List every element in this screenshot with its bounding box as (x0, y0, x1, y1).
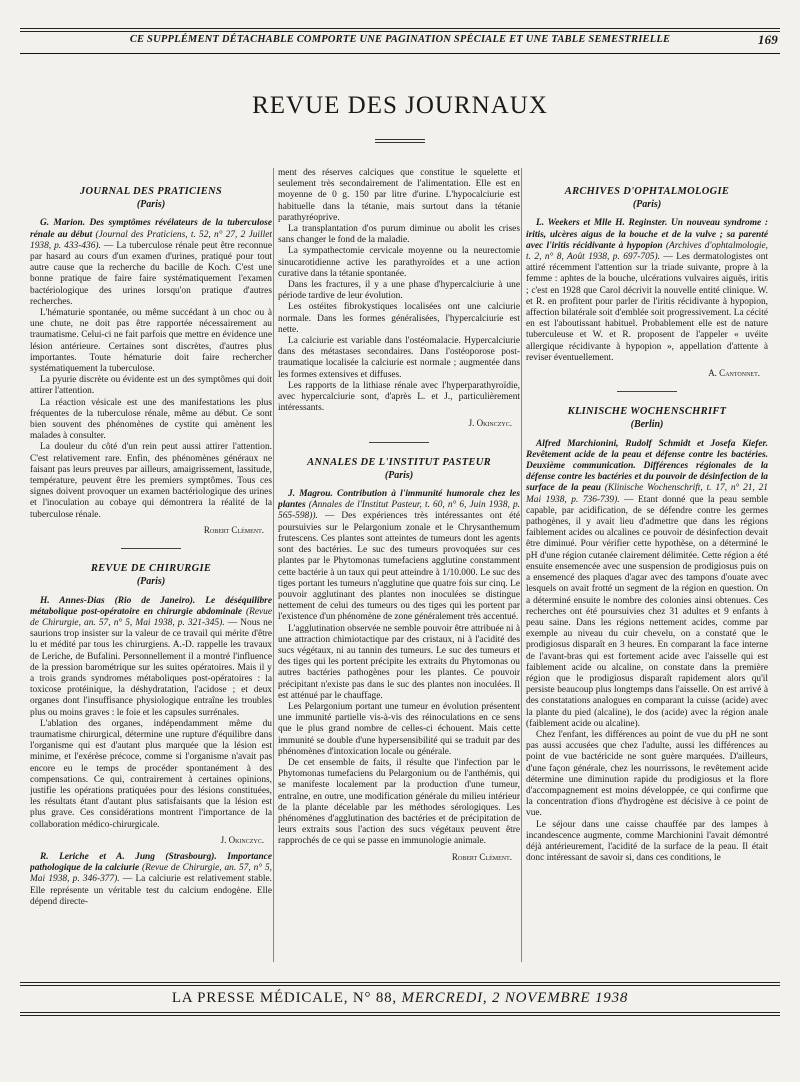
header-rule (20, 53, 780, 54)
article-paragraph: La calciurie est variable dans l'ostéomalacie. Hypercalciurie dans des métastases secondaires. Dans l'ostéoporose post-traumatique localisée la calciurie est normale ; augmentée dans les formes extensives et diffuses. (278, 336, 520, 380)
footer-date: MERCREDI, 2 NOVEMBRE 1938 (401, 990, 629, 1006)
page-number: 169 (757, 32, 778, 47)
article-signature: J. Okinczyc. (468, 418, 512, 429)
article-paragraph: Les rapports de la lithiase rénale avec l'hyperparathyroïdie, avec hypercalciurie sont, d'après L. et J., particulièrement intéressants. (278, 380, 520, 414)
article-paragraph: La réaction vésicale est une des manifestations les plus fréquentes de la tuberculose rénale, même au début. Ce sont bien souvent des phénomènes de cystite qui amènent les malades à consulter. (30, 397, 272, 442)
section-place: (Paris) (384, 469, 414, 481)
page-title: REVUE DES JOURNAUX (252, 92, 548, 119)
header-banner: CE SUPPLÉMENT DÉTACHABLE COMPORTE UNE PAGINATION SPÉCIALE ET UNE TABLE SEMESTRIELLE (129, 34, 671, 45)
article-heading: J. Magrou. Contribution à l'immunité humorale chez les plantes (278, 489, 520, 511)
article-paragraph: ment des réserves calciques que constitue le squelette et seulement très secondairement de l'alimentation. Elle est en moyenne de 0 g. 150 par litre d'urine. L'hypocalciurie est habituelle dans la tétanie, mais surtout dans la tétanie parathyréoprive. (278, 168, 520, 223)
section-title: REVUE DE CHIRURGIE (90, 563, 212, 575)
column-3 (526, 168, 768, 964)
article-paragraph: La pyurie discrète ou évidente est un des symptômes qui doit attirer l'attention. (30, 375, 272, 397)
page-footer (60, 990, 740, 1007)
column-2 (278, 168, 520, 964)
article-reference: (Revue de Chirurgie, an. 57, n° 5, Mai 1938, p. 346-377). (30, 863, 272, 885)
section-place: (Paris) (632, 199, 662, 211)
article-paragraph: L'hématurie spontanée, ou même succédant à un choc ou à une chute, ne doit pas être rapportée nécessairement au traumatisme. Celui-ci ne fait parfois que mettre en évidence une lésion antérieure. Certaines sont discrètes, d'autres plus importantes. Toute hématurie doit faire rechercher systématiquement la tuberculose. (30, 308, 272, 375)
article-paragraph: Les Pelargonium portant une tumeur en évolution présentent une immunité partielle vis-à-vis des réinoculations en ce sens que le plus grand nombre de celles-ci échouent. Mais cette immunité se double d'une hypersensibilité qui se traduit par des phénomènes d'intoxication locale ou générale. (278, 701, 520, 757)
article-reference: (Annales de l'Institut Pasteur, t. 60, n° 6, Juin 1938, p. 565-598)). (278, 500, 520, 522)
article-paragraph: La transplantation d'os purum diminue ou abolit les crises sans changer le fond de la maladie. (278, 224, 520, 246)
column-divider (521, 168, 522, 962)
article-paragraph: Le séjour dans une caisse chauffée par des lampes à incandescence augmente, comme Marchionini l'avait démontré déjà antérieurement, l'acidité de la surface de la peau. Il était donc intéressant de savoir si, dans ces conditions, le (526, 819, 768, 864)
section-divider (617, 391, 677, 392)
section-place: (Paris) (136, 199, 166, 211)
article-paragraph: Alfred Marchionini, Rudolf Schmidt et Josefa Kiefer. Revêtement acide de la peau et défense contre les bactéries. Deuxième communication. Différences régionales de la défense contre les bactéries et du pouvoir de désinfection de la surface de la peau (Klinische Wochenschrift, t. 17, n° 21, 21 Mai 1938, p. 736-739). — Etant donné que la peau semble capable, par acidification, de se défendre contre les germes pathogènes, il y avait lieu d'admettre que dans les régions faiblement acides ou alcalines ce pouvoir de désinfection devait être diminué. Pour vérifier cette hypothèse, on a déterminé le pH d'une région cutanée clairement délimitée. Cette région a été ensuite ensemencée avec une suspension de prodigiosus puis on a ensemencé des plaques d'agar avec des tampons d'ouate avec lesquels on avait frotté un segment de la région en question. On a déterminé ensuite le nombre des colonies ainsi obtenues. Ces recherches ont été poursuivies chez 31 adultes et 9 enfants à peau saine. Dans les régions nettement acides, comme par exemple au niveau du cuir chevelu, on a constaté que le prodigiosus disparaît en 3 heures. En comparant la face interne de l'avant-bras qui est fortement acide avec l'aisselle qui est faiblement acide ou alcaline, on constate dans la première région que le prodigiosus disparaît rapidement alors qu'il persiste beaucoup plus longtemps dans l'aisselle. On est arrivé à des constatations analogues en comparant la cuisse (acide) avec la plante du pied (alcaline), le dos (acide) avec la région anale (faiblement acide ou alcaline). (526, 438, 768, 729)
title-ornament (375, 139, 425, 140)
article-signature: Robert Clément. (451, 851, 512, 862)
section-divider (121, 548, 181, 549)
page-header (22, 34, 778, 52)
section-title: KLINISCHE WOCHENSCHRIFT (567, 406, 727, 418)
article-reference: (Archives d'ophtalmologie, t. 2, n° 8, Août 1938, p. 697-705). (526, 240, 768, 263)
article-reference: (Revue de Chirurgie, an. 57, n° 5, Mai 1938, p. 321-345). (30, 606, 272, 628)
column-1 (30, 168, 272, 964)
footer-rule (20, 985, 780, 986)
article-paragraph: L. Weekers et Mlle H. Reginster. Un nouveau syndrome : iritis, ulcères aigus de la bouche et de la vulve ; sa parenté avec l'iritis récidivante à hypopion (Archives d'ophtalmologie, t. 2, n° 8, Août 1938, p. 697-705). — Les dermatologistes ont attiré récemment l'attention sur la triade suivante, propre à la femme : aphtes de la bouche, ulcérations vulvaires aiguës, iritis ; c'est en 1928 que Carol décrivit la nouvelle entité clinique. W. et R. en profitent pour parler de l'iritis récidivante à hypopion, affection bilatérale soit d'emblée soit progressivement. La cécité en est l'aboutissant habituel. Probablement elle est de nature tuberculeuse et W. et R. proposent de l'appeler « uvéite allergique récidivante à hypopion », appellation d'attente à reviser éventuellement. (526, 218, 768, 363)
article-signature: J. Okinczyc. (220, 834, 264, 845)
article-paragraph: Chez l'enfant, les différences au point de vue du pH ne sont pas aussi accusées que chez l'adulte, aussi les différences au point de vue bactéricide ne sont guère marquées. D'ailleurs, d'une façon générale, chez les nourrissons, le revêtement acide détermine une diminution rapide du prodigiosus et la flore d'accompagnement est moins développée, ce qui confirme que la concentration d'ions d'hydrogène est décisive à ce point de vue. (526, 729, 768, 819)
column-divider (273, 168, 274, 962)
top-rule (20, 31, 780, 32)
footer-journal: LA PRESSE MÉDICALE, (171, 990, 349, 1006)
article-paragraph: G. Marion. Des symptômes révélateurs de la tuberculose rénale au début (Journal des Praticiens, t. 52, n° 27, 2 Juillet 1938, p. 433-436). — La tuberculose rénale peut être reconnue par hasard au cours d'un examen d'urines, pratiqué pour tout autre cause que la recherche du bacille de Koch. C'est une bonne pratique de faire faire systématiquement l'examen bactériologique des urines lorsqu'on pratique d'autres recherches. (30, 218, 272, 307)
article-paragraph: J. Magrou. Contribution à l'immunité humorale chez les plantes (Annales de l'Institut Pasteur, t. 60, n° 6, Juin 1938, p. 565-598)). — Des expériences très intéressantes ont été poursuivies sur le Pelargonium zonale et le Chrysanthemum frutescens. Ces plantes sont atteintes de tumeurs dont les agents sont des bactéries. Le suc des tumeurs provoquées sur ces plantes par le Phytomonas tumefaciens agglutine constamment cette bactérie à un taux qui peut atteindre à 1/10.000. Le suc des tiges portant les tumeurs n'agglutine que quatre fois sur cinq. Le pouvoir agglutinant des plantes non inoculées se distingue nettement de celui des tumeurs ou des tiges qui les portent par l'existence d'un phénomène de zone généralement très accentué. (278, 489, 520, 623)
footer-rule (20, 1015, 780, 1016)
top-rule (20, 28, 780, 29)
article-heading: G. Marion. Des symptômes révélateurs de la tuberculose rénale au début (30, 218, 272, 240)
section-place: (Paris) (136, 576, 166, 588)
section-title: ANNALES DE L'INSTITUT PASTEUR (307, 456, 491, 468)
article-paragraph: R. Leriche et A. Jung (Strasbourg). Importance pathologique de la calciurie (Revue de Chirurgie, an. 57, n° 5, Mai 1938, p. 346-377). — La calciurie est relativement stable. Elle représente un véritable test du calcium endogène. Elle dépend directe- (30, 851, 272, 907)
article-reference: (Klinische Wochenschrift, t. 17, n° 21, 21 Mai 1938, p. 736-739). (526, 483, 768, 505)
title-ornament (375, 142, 425, 143)
article-heading: R. Leriche et A. Jung (Strasbourg). Importance pathologique de la calciurie (30, 851, 272, 874)
article-signature: A. Cantonnet. (708, 368, 760, 379)
article-paragraph: H. Annes-Dias (Rio de Janeiro). Le déséquilibre métabolique post-opératoire en chirurgie abdominale (Revue de Chirurgie, an. 57, n° 5, Mai 1938, p. 321-345). — Nous ne saurions trop insister sur la valeur de ce travail qui mérite d'être lu et médité par tous les chirurgiens. A.-D. rappelle les travaux de Leriche, de Bufalini. Personnellement il a montré l'influence de la pression barométrique sur les suites opératoires. Mais il y a trois grands syndromes métaboliques post-opératoires : la toxicose protéinique, la déshydratation, l'acidose ; et deux organes dont l'insuffisance physiologique entraîne les troubles plus ou moins graves : le foie et les capsules surrénales. (30, 595, 272, 718)
article-heading: Alfred Marchionini, Rudolf Schmidt et Josefa Kiefer. Revêtement acide de la peau et défense contre les bactéries. Deuxième communication. Différences régionales de la défense contre les bactéries et du pouvoir de désinfection de la surface de la peau (526, 438, 768, 494)
article-paragraph: L'agglutination observée ne semble pouvoir être attribuée ni à une attraction chimiotactique par des cristaux, ni à l'acidité des sucs végétaux, ni au tannin des tumeurs. Le suc des tumeurs et des tiges qui les portent précipite les extraits du Phytomonas ou autres bactéries pathogènes pour les plantes. Ce pouvoir précipitant n'existe pas dans le suc des plantes non inoculées. Il est atténué par le chauffage. (278, 623, 520, 701)
section-place: (Berlin) (630, 419, 664, 431)
section-divider (369, 442, 429, 443)
article-paragraph: La douleur du côté d'un rein peut aussi attirer l'attention. C'est relativement rare. Enfin, des phénomènes généraux ne faisant pas leurs preuves par ailleurs, amaigrissement, lassitude, température, peuvent être les premiers symptômes. Tous ces signes doivent provoquer un examen bactériologique des urines et l'inoculation au cobaye qui démontrera la réalité de la tuberculose rénale. (30, 442, 272, 520)
footer-rule (20, 1012, 780, 1013)
article-signature: Robert Clément. (203, 524, 264, 535)
article-paragraph: La sympathectomie cervicale moyenne ou la neurectomie sinucarotidienne active les parathyroïdes et a une action curative dans la tétanie spontanée. (278, 246, 520, 279)
section-title: ARCHIVES D'OPHTALMOLOGIE (564, 186, 730, 197)
article-paragraph: De cet ensemble de faits, il résulte que l'infection par le Phytomonas tumefaciens du Pelargonium ou de l'anthémis, qui se manifeste localement par la production d'une tumeur, entraîne, en outre, une modification générale du milieu intérieur de la plante décelable par les méthodes sérologiques. Les phénomènes d'agglutination des bactéries et de précipitation de leurs extraits sous l'action des sucs végétaux peuvent être rapprochés de ce qui se passe en immunologie animale. (278, 757, 520, 847)
article-heading: H. Annes-Dias (Rio de Janeiro). Le déséquilibre métabolique post-opératoire en chirurgie abdominale (30, 595, 272, 617)
article-paragraph: Dans les fractures, il y a une phase d'hypercalciurie à une période tardive de leur évolution. (278, 280, 520, 302)
article-heading: L. Weekers et Mlle H. Reginster. Un nouveau syndrome : iritis, ulcères aigus de la bouche et de la vulve ; sa parenté avec l'iritis récidivante à hypopion (526, 218, 768, 251)
section-title: JOURNAL DES PRATICIENS (79, 186, 223, 197)
article-paragraph: Les ostéites fibrokystiques localisées ont une calciurie normale. Dans les formes généralisées, l'hypercalciurie est nette. (278, 302, 520, 335)
article-paragraph: L'ablation des organes, indépendamment même du traumatisme chirurgical, détermine une rupture d'équilibre dans l'organisme qui est d'autant plus marquée que la lésion est minime, et l'exérèse précoce, comme si l'organisme n'avait pas encore eu le temps de procéder spontanément à des compensations. Ce qui, contrairement à certaines opinions, justifie les opérations pratiquées pour des lésions constituées, les résultats étant d'autant plus satisfaisants que la lésion est plus grave. Ces considérations montrent l'importance de la collaboration médico-chirurgicale. (30, 718, 272, 830)
footer-rule (20, 982, 780, 983)
footer-issue: N° 88, (352, 990, 397, 1006)
article-reference: (Journal des Praticiens, t. 52, n° 27, 2 Juillet 1938, p. 433-436). (30, 229, 272, 251)
